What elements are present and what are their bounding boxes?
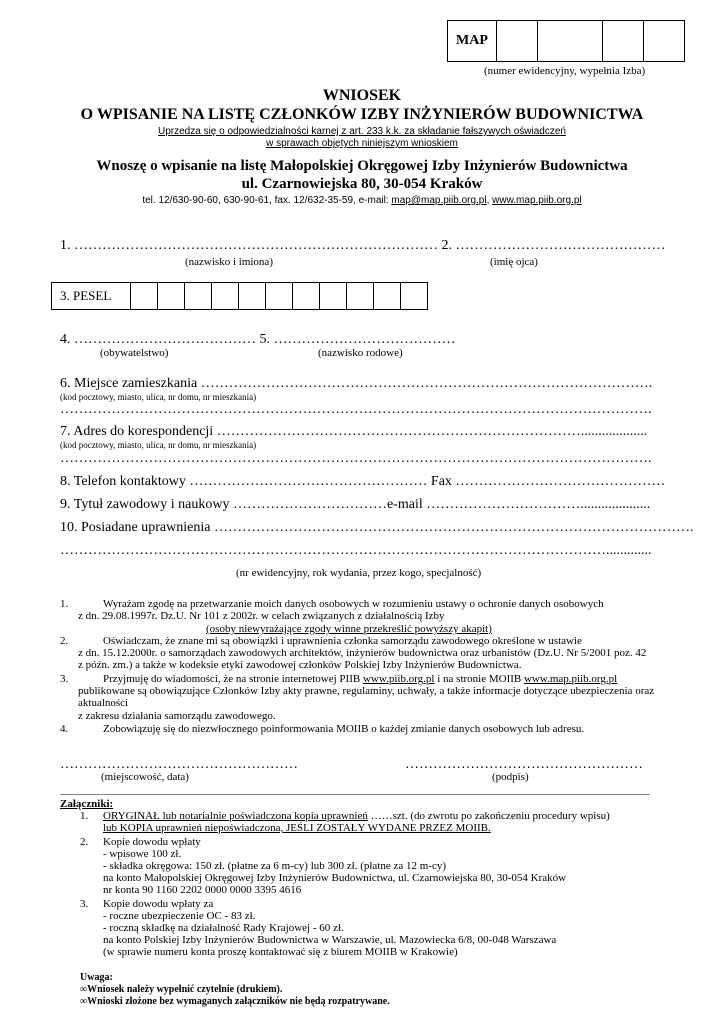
moiib-link[interactable]: www.map.piib.org.pl xyxy=(523,673,618,685)
attachment-2-title: Kopie dowodu wpłaty xyxy=(103,836,201,848)
declaration-3-number: 3. xyxy=(60,673,69,685)
correspondence-address-field[interactable]: 7. Adres do korespondencji ……………………………………………………………………................... xyxy=(60,424,648,439)
pesel-digit-cell[interactable] xyxy=(239,283,266,310)
correspondence-caption: (kod pocztowy, miasto, ulica, nr domu, nr mieszkania) xyxy=(60,440,257,450)
attachment-3-account-note: (w sprawie numeru konta proszę kontaktować się z biurem MOIIB w Krakowie) xyxy=(103,946,458,958)
attachment-3-number: 3. xyxy=(80,898,89,910)
attachment-1-original: ORYGINAŁ lub notarialnie poświadczona kopia uprawnień xyxy=(103,810,368,822)
pesel-digit-cell[interactable] xyxy=(185,283,212,310)
residence-field[interactable]: 6. Miejsce zamieszkania ……………………………………………………………………………………. xyxy=(60,376,653,391)
declaration-3-text-3: aktualności xyxy=(78,697,129,709)
title-email-field[interactable]: 9. Tytuł zawodowy i naukowy ……………………………e-mail …………………………….................... xyxy=(60,497,651,512)
attachment-1-text xyxy=(103,810,610,822)
declaration-2-text: Oświadczam, że znane mi są obowiązki i uprawnienia członka samorządu zawodowego określone w ustawie xyxy=(103,635,582,647)
pesel-digit-cell[interactable] xyxy=(266,283,293,310)
attachments-title: Załączniki: xyxy=(60,798,114,810)
citizenship-caption: (obywatelstwo) xyxy=(100,347,169,359)
request-line-2: ul. Czarnowiejska 80, 30-054 Kraków xyxy=(241,176,483,192)
declaration-3-part-2: i na stronie MOIIB xyxy=(434,673,524,685)
pesel-digit-cell[interactable] xyxy=(320,283,347,310)
note-2: ∞Wnioski złożone bez wymaganych załączników nie będą rozpatrywane. xyxy=(80,996,390,1007)
contact-www-link[interactable]: www.map.piib.org.pl xyxy=(492,195,582,206)
declaration-1-number: 1. xyxy=(60,598,69,610)
family-name-caption: (nazwisko rodowe) xyxy=(318,347,403,359)
divider xyxy=(60,794,650,795)
contact-info xyxy=(0,195,724,206)
map-cell[interactable] xyxy=(644,21,685,62)
attachment-3-insurance: - roczne ubezpieczenie OC - 83 zł. xyxy=(103,910,256,922)
declaration-3-text-2: publikowane są obowiązujące Członków Izby akty prawne, regulaminy, uchwały, a także informacje dotyczące ubezpieczenia oraz xyxy=(78,685,655,697)
signature-caption: (podpis) xyxy=(492,771,529,783)
attachment-3-title: Kopie dowodu wpłaty za xyxy=(103,898,214,910)
signature-field[interactable]: …………………………………………… xyxy=(405,757,643,772)
citizenship-and-family-name-field[interactable]: 4. ………………………………… 5. ………………………………… xyxy=(60,332,456,347)
attachment-2-account-number: nr konta 90 1160 2202 0000 0000 3395 4616 xyxy=(103,884,302,896)
pesel-box xyxy=(51,282,428,310)
note-1: ∞Wniosek należy wypełnić czytelnie (drukiem). xyxy=(80,984,283,995)
father-name-caption: (imię ojca) xyxy=(490,256,538,268)
residence-caption: (kod pocztowy, miasto, ulica, nr domu, nr mieszkania) xyxy=(60,392,257,402)
attachment-3-council-fee: - roczną składkę na działalność Rady Krajowej - 60 zł. xyxy=(103,922,344,934)
notes-title: Uwaga: xyxy=(80,972,113,983)
map-label: MAP xyxy=(448,21,497,62)
warning-line-1: Uprzedza się o odpowiedzialności karnej z art. 233 k.k. za składanie fałszywych oświadczeń xyxy=(158,126,566,137)
pesel-digit-cell[interactable] xyxy=(212,283,239,310)
qualifications-field-line-2[interactable]: ………………………………………………………………………………………………………............. xyxy=(60,543,652,558)
declaration-3-text xyxy=(103,673,617,685)
map-cell[interactable] xyxy=(603,21,644,62)
map-cell[interactable] xyxy=(538,21,603,62)
declaration-3-text-4: z zakresu działania samorządu zawodowego. xyxy=(78,710,276,722)
map-caption: (numer ewidencyjny, wypełnia Izba) xyxy=(484,65,646,77)
map-cell[interactable] xyxy=(497,21,538,62)
declaration-4-text: Zobowiązuję się do niezwłocznego poinformowania MOIIB o każdej zmianie danych osobowych lub adresu. xyxy=(103,723,585,735)
pesel-digit-cell[interactable] xyxy=(374,283,401,310)
pesel-label: 3. PESEL xyxy=(52,283,131,310)
attachment-2-district-fee: - składka okręgowa: 150 zł. (płatne za 6 m-cy) lub 300 zł. (płatne za 12 m-cy) xyxy=(103,860,447,872)
qualifications-caption: (nr ewidencyjny, rok wydania, przez kogo, specjalność) xyxy=(236,567,482,579)
contact-prefix: tel. 12/630-90-60, 630-90-61, fax. 12/632-35-59, e-mail: xyxy=(142,195,392,206)
name-and-father-field[interactable]: 1. …………………………………………………………………… 2. ……………………………………… xyxy=(60,238,666,253)
declaration-2-number: 2. xyxy=(60,635,69,647)
request-line-1: Wnoszę o wpisanie na listę Małopolskiej Okręgowej Izby Inżynierów Budownictwa xyxy=(96,158,628,174)
name-caption: (nazwisko i imiona) xyxy=(185,256,273,268)
pesel-digit-cell[interactable] xyxy=(401,283,428,310)
attachment-2-account-holder: na konto Małopolskiej Okręgowej Izby Inżynierów Budownictwa, ul. Czarnowiejska 80, 30-054 Kraków xyxy=(103,872,567,884)
contact-separator: , xyxy=(486,195,493,206)
attachment-3-account-holder: na konto Polskiej Izby Inżynierów Budownictwa w Warszawie, ul. Mazowiecka 6/8, 00-048 Warszawa xyxy=(103,934,557,946)
place-date-caption: (miejscowość, data) xyxy=(101,771,189,783)
form-subtitle: O WPISANIE NA LISTĘ CZŁONKÓW IZBY INŻYNIERÓW BUDOWNICTWA xyxy=(80,106,644,123)
correspondence-field-line-2[interactable]: ………………………………………………………………………………………………………………. xyxy=(60,451,652,466)
map-number-box xyxy=(447,20,685,62)
attachment-1-copy: lub KOPIA uprawnień niepoświadczona, JEŚLI ZOSTAŁY WYDANE PRZEZ MOIIB. xyxy=(103,822,491,834)
declaration-1-note: (osoby niewyrażające zgody winne przekreślić powyższy akapit) xyxy=(206,623,492,635)
phone-fax-field[interactable]: 8. Telefon kontaktowy …………………………………………… Fax ……………………………………… xyxy=(60,474,666,489)
declaration-1-text-2: z dn. 29.08.1997r. Dz.U. Nr 101 z 2002r. w celach związanych z działalnością Izby xyxy=(78,610,445,622)
pesel-digit-cell[interactable] xyxy=(293,283,320,310)
pesel-digit-cell[interactable] xyxy=(158,283,185,310)
attachment-1-number: 1. xyxy=(80,810,89,822)
qualifications-field[interactable]: 10. Posiadane uprawnienia …………………………………………………………………………………………. xyxy=(60,520,694,535)
declaration-4-number: 4. xyxy=(60,723,69,735)
attachment-1-rest: ……szt. (do zwrotu po zakończeniu procedury wpisu) xyxy=(367,810,610,822)
pesel-digit-cell[interactable] xyxy=(347,283,374,310)
residence-field-line-2[interactable]: ………………………………………………………………………………………………………………. xyxy=(60,402,652,417)
attachment-2-number: 2. xyxy=(80,836,89,848)
declaration-2-text-3: z późn. zm.) a także w kodeksie etyki zawodowej członków Polskiej Izby Inżynierów Budownictwa. xyxy=(78,659,522,671)
contact-email-link[interactable]: map@map.piib.org.pl xyxy=(391,195,487,206)
declaration-2-text-2: z dn. 15.12.2000r. o samorządach zawodowych architektów, inżynierów budownictwa oraz urbanistów (Dz.U. Nr 5/2001 poz. 42 xyxy=(78,647,647,659)
piib-link[interactable]: www.piib.org.pl xyxy=(362,673,435,685)
pesel-digit-cell[interactable] xyxy=(131,283,158,310)
declaration-1-text: Wyrażam zgodę na przetwarzanie moich danych osobowych w rozumieniu ustawy o ochronie danych osobowych xyxy=(103,598,604,610)
attachment-2-entry-fee: - wpisowe 100 zł. xyxy=(103,848,182,860)
place-date-field[interactable]: …………………………………………… xyxy=(60,757,298,772)
warning-line-2: w sprawach objętych niniejszym wnioskiem xyxy=(266,138,458,149)
form-title: WNIOSEK xyxy=(322,87,402,104)
declaration-3-part-1: Przyjmuję do wiadomości, że na stronie internetowej PIIB xyxy=(103,673,363,685)
